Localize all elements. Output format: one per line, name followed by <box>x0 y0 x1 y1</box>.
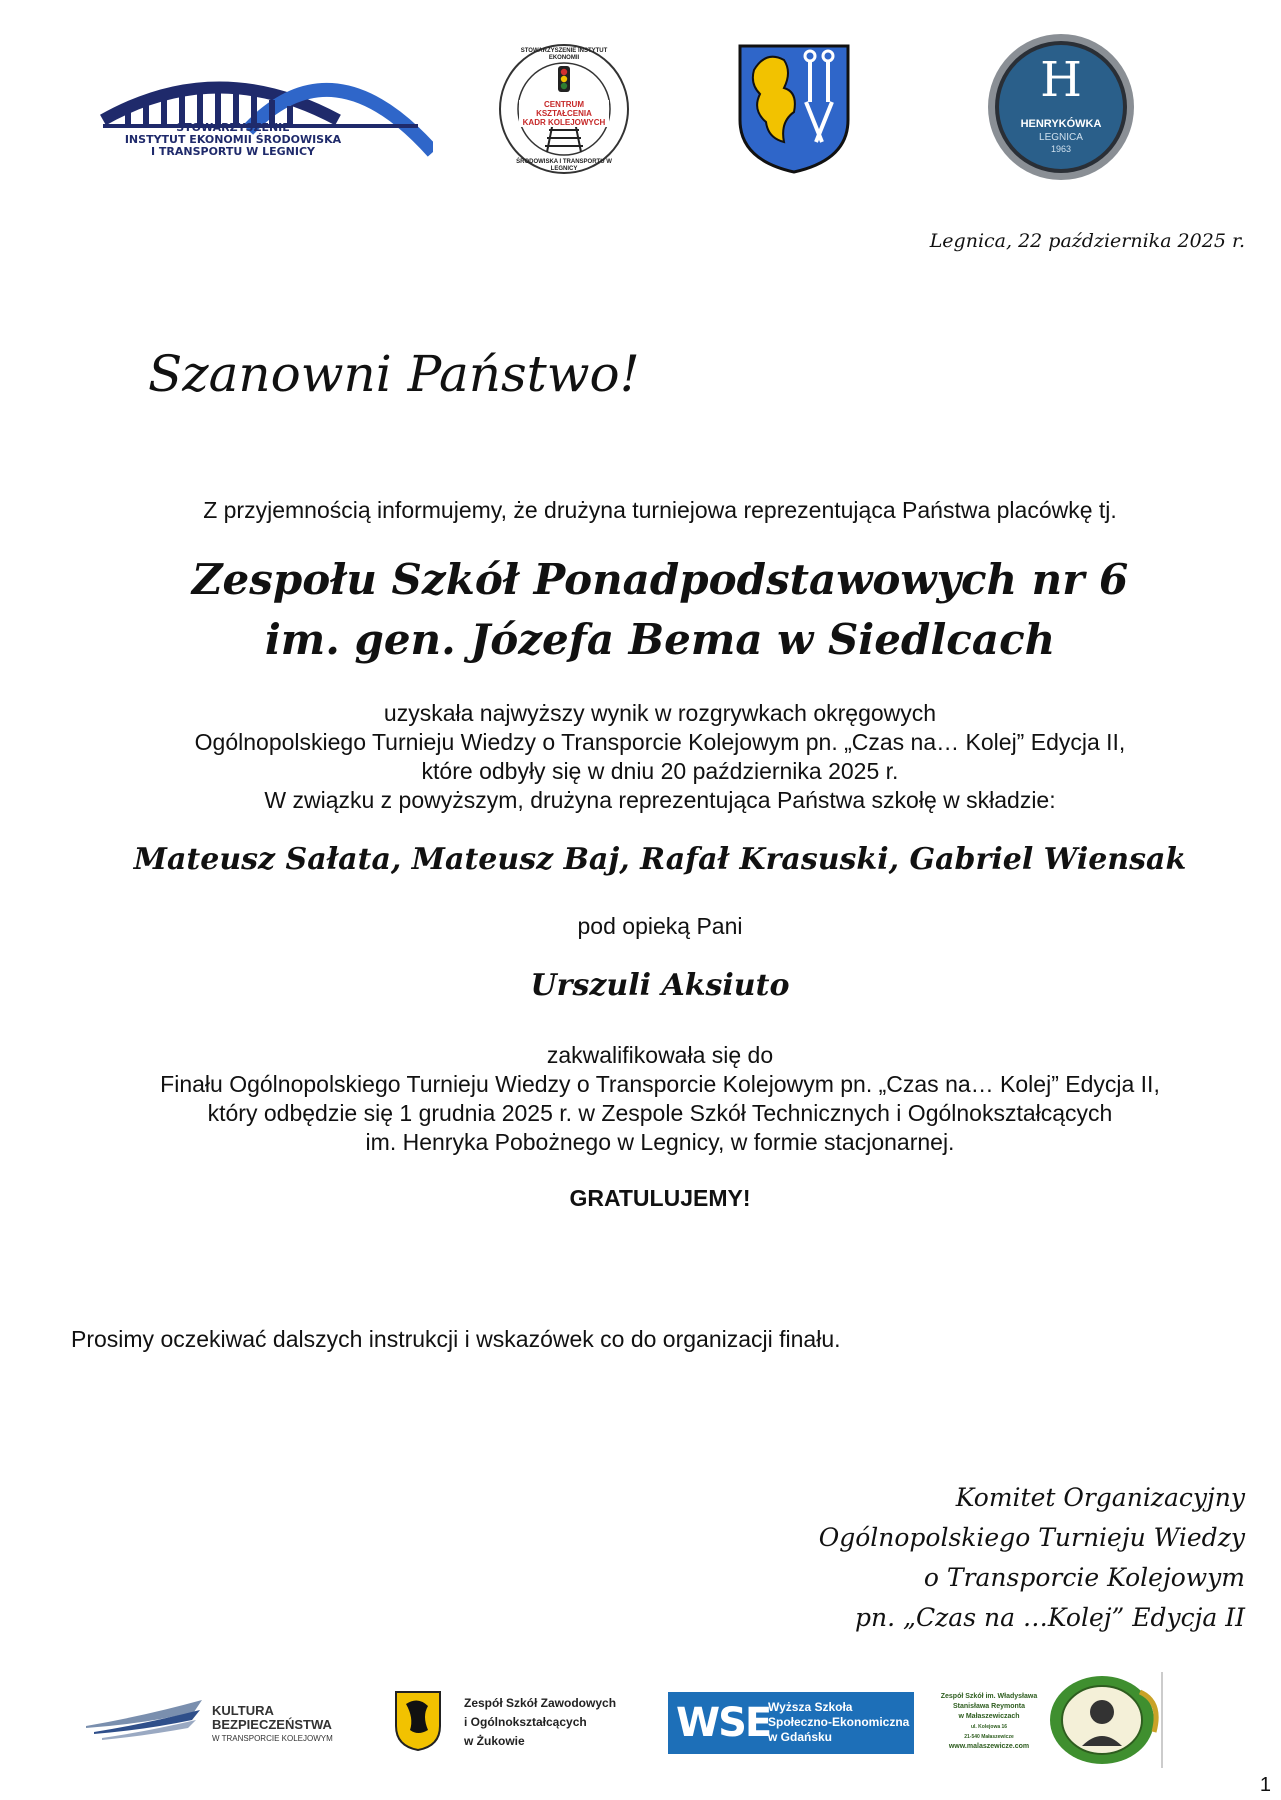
care-label: pod opieką Pani <box>577 913 743 939</box>
footer-logo-malaszewicze <box>934 1672 1168 1772</box>
logo4-name: HENRYKÓWKA <box>1020 118 1102 130</box>
result-text <box>0 699 1281 815</box>
f3-line2: Społeczno-Ekonomiczna <box>768 1715 910 1729</box>
logo1-line2: INSTYTUT EKONOMII ŚRODOWISKA <box>124 133 342 146</box>
result-line-3: które odbyły się w dniu 20 października 2025 r. <box>421 758 899 784</box>
footer-logo-zukowo <box>394 1690 644 1756</box>
logo-coat-of-arms <box>736 42 852 176</box>
salutation: Szanowni Państwo! <box>148 345 640 403</box>
school-name <box>0 550 1281 670</box>
f4-line2: Stanisława Reymonta <box>953 1703 1025 1710</box>
logo2-ring-top: STOWARZYSZENIE INSTYTUT EKONOMII <box>520 48 608 61</box>
f4-line1: Zespół Szkół im. Władysława <box>940 1693 1038 1700</box>
final-text <box>0 1041 1281 1157</box>
logo4-city: LEGNICA <box>1039 132 1083 143</box>
final-line-1: zakwalifikowała się do <box>546 1042 774 1068</box>
congrats-text: GRATULUJEMY! <box>569 1185 751 1211</box>
date-line: Legnica, 22 października 2025 r. <box>929 230 1245 252</box>
team-members: Mateusz Sałata, Mateusz Baj, Rafał Krasuski, Gabriel Wiensak <box>133 842 1187 877</box>
school-line2: im. gen. Józefa Bema w Siedlcach <box>264 615 1056 664</box>
f3-line3: w Gdańsku <box>768 1730 833 1744</box>
school-line1: Zespołu Szkół Ponadpodstawowych nr 6 <box>191 555 1129 604</box>
result-line-4: W związku z powyższym, drużyna reprezentująca Państwa szkołę w składzie: <box>264 787 1056 813</box>
logo1-line3: I TRANSPORTU W LEGNICY <box>150 145 316 158</box>
portrait-emblem-icon <box>1044 1672 1168 1772</box>
signature-line-3: o Transporcie Kolejowym <box>923 1563 1245 1592</box>
result-line-1: uzyskała najwyższy wynik w rozgrywkach okręgowych <box>383 700 937 726</box>
f4-line5: 21-540 Małaszewicze <box>964 1734 1014 1740</box>
signature-line-1: Komitet Organizacyjny <box>955 1483 1245 1512</box>
logo-henrykowka <box>986 32 1136 182</box>
f3-mark: WSE <box>676 1700 771 1746</box>
result-line-2: Ogólnopolskiego Turnieju Wiedzy o Transporcie Kolejowym pn. „Czas na… Kolej” Edycja II, <box>194 729 1126 755</box>
f1-line3: W TRANSPORCIE KOLEJOWYM <box>212 1734 333 1743</box>
f1-line2: BEZPIECZEŃSTWA <box>212 1717 332 1732</box>
final-line-2: Finału Ogólnopolskiego Turnieju Wiedzy o Transporcie Kolejowym pn. „Czas na… Kolej” Edycja II, <box>160 1071 1160 1097</box>
closing-text: Prosimy oczekiwać dalszych instrukcji i wskazówek co do organizacji finału. <box>71 1326 841 1352</box>
page-number: 1 <box>1259 1774 1271 1796</box>
logo2-center-line2: KADR KOLEJOWYCH <box>522 118 606 127</box>
coat-of-arms-icon <box>736 42 852 176</box>
f2-line3: w Żukowie <box>464 1734 525 1748</box>
f3-line1: Wyższa Szkoła <box>768 1700 853 1714</box>
logo4-year: 1963 <box>1050 144 1072 154</box>
final-line-3: który odbędzie się 1 grudnia 2025 r. w Zespole Szkół Technicznych i Ogólnokształcących <box>207 1100 1113 1126</box>
logo2-ring-bottom: ŚRODOWISKA I TRANSPORTU W LEGNICY <box>516 159 612 172</box>
logo1-line1: STOWARZYSZENIE <box>176 121 290 134</box>
footer-logo-wse <box>668 1692 914 1754</box>
f4-line4: ul. Kolejowa 16 <box>970 1724 1008 1730</box>
footer-logo-kultura <box>84 1694 344 1750</box>
logo2-center-line1: CENTRUM KSZTAŁCENIA <box>536 100 592 118</box>
signature-block <box>819 1478 1245 1638</box>
f1-line1: KULTURA <box>212 1703 274 1718</box>
logo-centrum-ksztalcenia <box>497 42 631 176</box>
logo-stowarzyszenie <box>98 60 433 160</box>
f2-line2: i Ogólnokształcących <box>464 1715 587 1729</box>
intro-text: Z przyjemnością informujemy, że drużyna turniejowa reprezentująca Państwa placówkę tj. <box>203 497 1117 523</box>
train-wing-icon <box>84 1694 204 1750</box>
teacher-name: Urszuli Aksiuto <box>530 968 790 1003</box>
logo4-letter: H <box>1040 52 1082 108</box>
signature-line-4: pn. „Czas na …Kolej” Edycja II <box>855 1603 1245 1632</box>
signature-line-2: Ogólnopolskiego Turnieju Wiedzy <box>818 1523 1245 1552</box>
f4-line3: w Małaszewiczach <box>958 1713 1020 1720</box>
griffin-shield-icon <box>394 1690 442 1752</box>
f4-line6: www.malaszewicze.com <box>948 1743 1030 1750</box>
final-line-4: im. Henryka Pobożnego w Legnicy, w formie stacjonarnej. <box>365 1129 955 1155</box>
f2-line1: Zespół Szkół Zawodowych <box>464 1696 617 1710</box>
